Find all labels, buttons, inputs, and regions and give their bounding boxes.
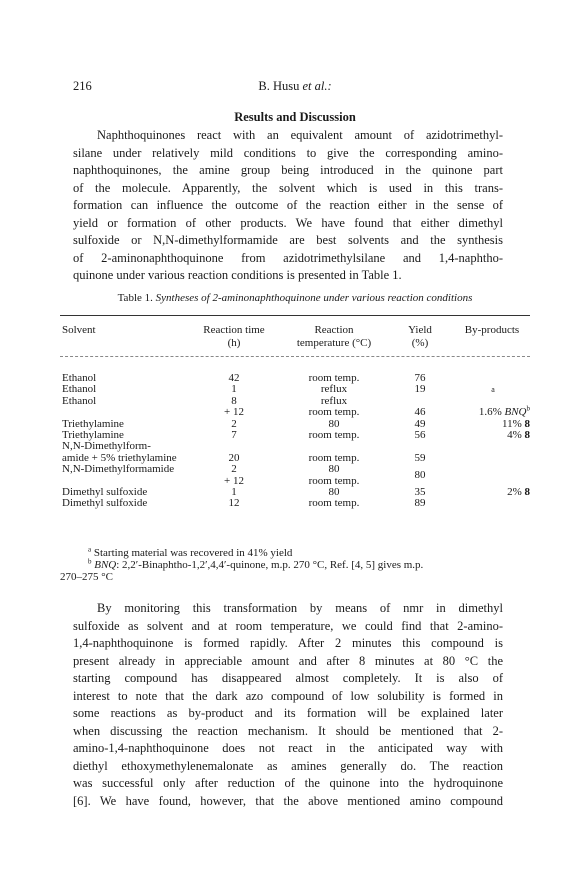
cell-yield: 89	[414, 497, 426, 510]
footnote-a-marker: a	[88, 545, 92, 554]
cell-time: 1	[231, 383, 237, 396]
byproduct-compound: 8	[524, 417, 530, 430]
cell-byproducts	[440, 487, 530, 498]
running-head	[60, 79, 530, 94]
table-row	[60, 404, 530, 419]
cell-time: 2	[231, 417, 237, 430]
footnote-b-marker: b	[88, 557, 92, 566]
header-yield-label: Yield	[408, 324, 432, 336]
cell-solvent: Ethanol	[62, 383, 97, 396]
cell-solvent: N,N-Dimethylformamide	[62, 463, 175, 476]
paragraph-line: Naphthoquinones react with an equivalent amount of azidotrimethyl-	[97, 128, 503, 142]
table-row	[60, 373, 530, 384]
byproduct-percent: 4%	[507, 428, 522, 441]
table-row	[60, 384, 530, 395]
table-top-rule	[60, 315, 530, 316]
header-time-label: Reaction time	[203, 324, 265, 336]
cell-temp: room temp.	[308, 428, 360, 441]
cell-solvent: Dimethyl sulfoxide	[62, 497, 148, 510]
header-reaction-time	[190, 324, 278, 350]
footnote-b-text: : 2,2′-Binaphtho-1,2′,4,4′-quinone, m.p. 270 °C, Ref. [4, 5] gives m.p.	[116, 559, 424, 571]
paragraph-line: sulfoxide or N,N-dimethylformamide are best solvents and the synthesis	[73, 233, 503, 247]
byproduct-bnq: BNQ	[504, 406, 527, 419]
paragraph-line: yield or formation of other products. We have found that either dimethyl	[73, 215, 503, 230]
table-row	[60, 419, 530, 430]
paragraph-nmr-monitoring	[73, 600, 503, 810]
cell-byproducts	[440, 430, 530, 441]
cell-yield: 19	[414, 383, 426, 396]
cell-solvent: N,N-Dimethylform-	[62, 440, 151, 453]
page-header	[60, 79, 530, 95]
paragraph-line: amino-1,4-naphthoquinone does not react in the anticipated way with	[73, 741, 503, 755]
paragraph-line: naphthoquinones, the amine group being introduced in the quinone part	[73, 163, 503, 177]
table-header-rule	[60, 356, 530, 357]
header-temp-label: Reaction	[314, 324, 354, 336]
paragraph-line: was successful only after reduction of the quinone into the hydroquinone	[73, 776, 503, 790]
running-head-etal: et al.:	[302, 79, 332, 93]
cell-temp: room temp.	[308, 474, 360, 487]
cell-solvent: Dimethyl sulfoxide	[62, 485, 148, 498]
section-heading: Results and Discussion	[234, 110, 356, 124]
header-byproducts: By-products	[464, 324, 520, 336]
paragraph-line: sulfoxide as solvent and at room temperature, we could find that 2-amino-	[73, 618, 503, 633]
footnote-marker-b: b	[526, 404, 530, 413]
cell-temp: room temp.	[308, 406, 360, 419]
paragraph-line: quinone under various reaction conditions is presented in Table 1.	[73, 268, 402, 282]
cell-time: 12	[228, 497, 240, 510]
cell-solvent: Ethanol	[62, 394, 97, 407]
cell-temp: 80	[328, 417, 340, 430]
cell-temp: reflux	[320, 383, 348, 396]
paragraph-line: 1,4-naphthoquinone is formed rapidly. After 2 minutes this compound is	[73, 636, 503, 650]
table-footnotes	[60, 545, 538, 583]
header-yield-unit: (%)	[411, 337, 429, 349]
header-solvent: Solvent	[62, 324, 96, 336]
footnote-marker-a: a	[491, 385, 495, 395]
table-caption-label: Table 1.	[117, 292, 153, 304]
byproduct-percent: 2%	[507, 485, 522, 498]
paragraph-line: starting compound has disappeared almost completely. It is also of	[73, 671, 503, 685]
cell-time: 7	[231, 428, 237, 441]
cell-yield: 46	[414, 406, 426, 419]
cell-temp: 80	[328, 485, 340, 498]
header-temp-unit: temperature (°C)	[296, 337, 372, 349]
cell-time: 1	[231, 485, 237, 498]
footnote-b-continued: 270–275 °C	[60, 571, 113, 583]
cell-yield: 80	[414, 469, 426, 482]
cell-solvent: Triethylamine	[62, 417, 124, 430]
paragraph-line: of the molecule. Apparently, the solvent which is used in this trans-	[73, 180, 503, 195]
paragraph-line: diethyl ethoxymethylenemalonate as amines generally do. The reaction	[73, 758, 503, 773]
cell-yield: 35	[414, 485, 426, 498]
table-caption	[60, 292, 530, 304]
cell-yield: 56	[414, 428, 426, 441]
cell-yield: 59	[414, 451, 426, 464]
paragraph-line: present already in appreciable amount and after 8 minutes at 80 °C the	[73, 653, 503, 668]
header-reaction-temperature	[278, 324, 390, 350]
cell-yield: 76	[414, 372, 426, 384]
cell-temp: 80	[328, 463, 340, 476]
byproduct-compound: 8	[524, 428, 530, 441]
table-row	[60, 498, 530, 509]
footnote-a	[88, 547, 538, 559]
table-caption-title: Syntheses of 2-aminonaphthoquinone under various reaction conditions	[155, 292, 473, 304]
cell-temp: room temp.	[308, 451, 360, 464]
cell-time: 2	[231, 463, 237, 476]
footnote-b	[88, 559, 538, 571]
paragraph-line: some reactions as by-product and its formation will be explained later	[73, 706, 503, 720]
paragraph-line: silane under relatively mild conditions to give the corresponding amino-	[73, 145, 503, 160]
cell-time: 20	[228, 451, 240, 464]
paragraph-line: By monitoring this transformation by means of nmr in dimethyl	[97, 601, 503, 615]
byproduct-compound: 8	[524, 485, 530, 498]
header-yield	[396, 324, 444, 350]
cell-temp: room temp.	[308, 372, 360, 384]
cell-solvent: amide + 5% triethylamine	[62, 451, 177, 464]
table-body	[60, 373, 530, 510]
paragraph-line: interest to note that the dark azo compound of low solubility is formed in	[73, 688, 503, 703]
cell-yield: 49	[414, 417, 426, 430]
paragraph-line: of 2-aminonaphthoquinone from azidotrimethylsilane and 1,4-naphtho-	[73, 250, 503, 265]
cell-time: + 12	[224, 474, 244, 487]
byproduct-percent: 11%	[501, 417, 522, 430]
running-head-author: B. Husu	[258, 79, 300, 93]
cell-temp: room temp.	[308, 497, 360, 510]
table-row	[60, 396, 530, 407]
paragraph-line: [6]. We have found, however, that the above mentioned amino compound	[73, 793, 503, 808]
cell-solvent: Triethylamine	[62, 428, 124, 441]
paragraph-line: when discussing the reaction mechanism. It should be mentioned that 2-	[73, 723, 503, 738]
cell-solvent: Ethanol	[62, 372, 97, 384]
footnote-b-abbrev: BNQ	[94, 559, 117, 571]
byproduct-percent: 1.6%	[478, 406, 502, 419]
page-number: 216	[73, 79, 92, 93]
cell-time: + 12	[224, 406, 244, 419]
paragraph-results-intro	[73, 127, 503, 285]
header-time-unit: (h)	[227, 337, 241, 349]
cell-time: 42	[228, 372, 240, 384]
footnote-a-text: Starting material was recovered in 41% yield	[93, 547, 293, 559]
cell-time: 8	[231, 394, 237, 407]
cell-temp: reflux	[320, 394, 348, 407]
paragraph-line: formation can influence the outcome of the reaction either in the sense of	[73, 198, 503, 212]
